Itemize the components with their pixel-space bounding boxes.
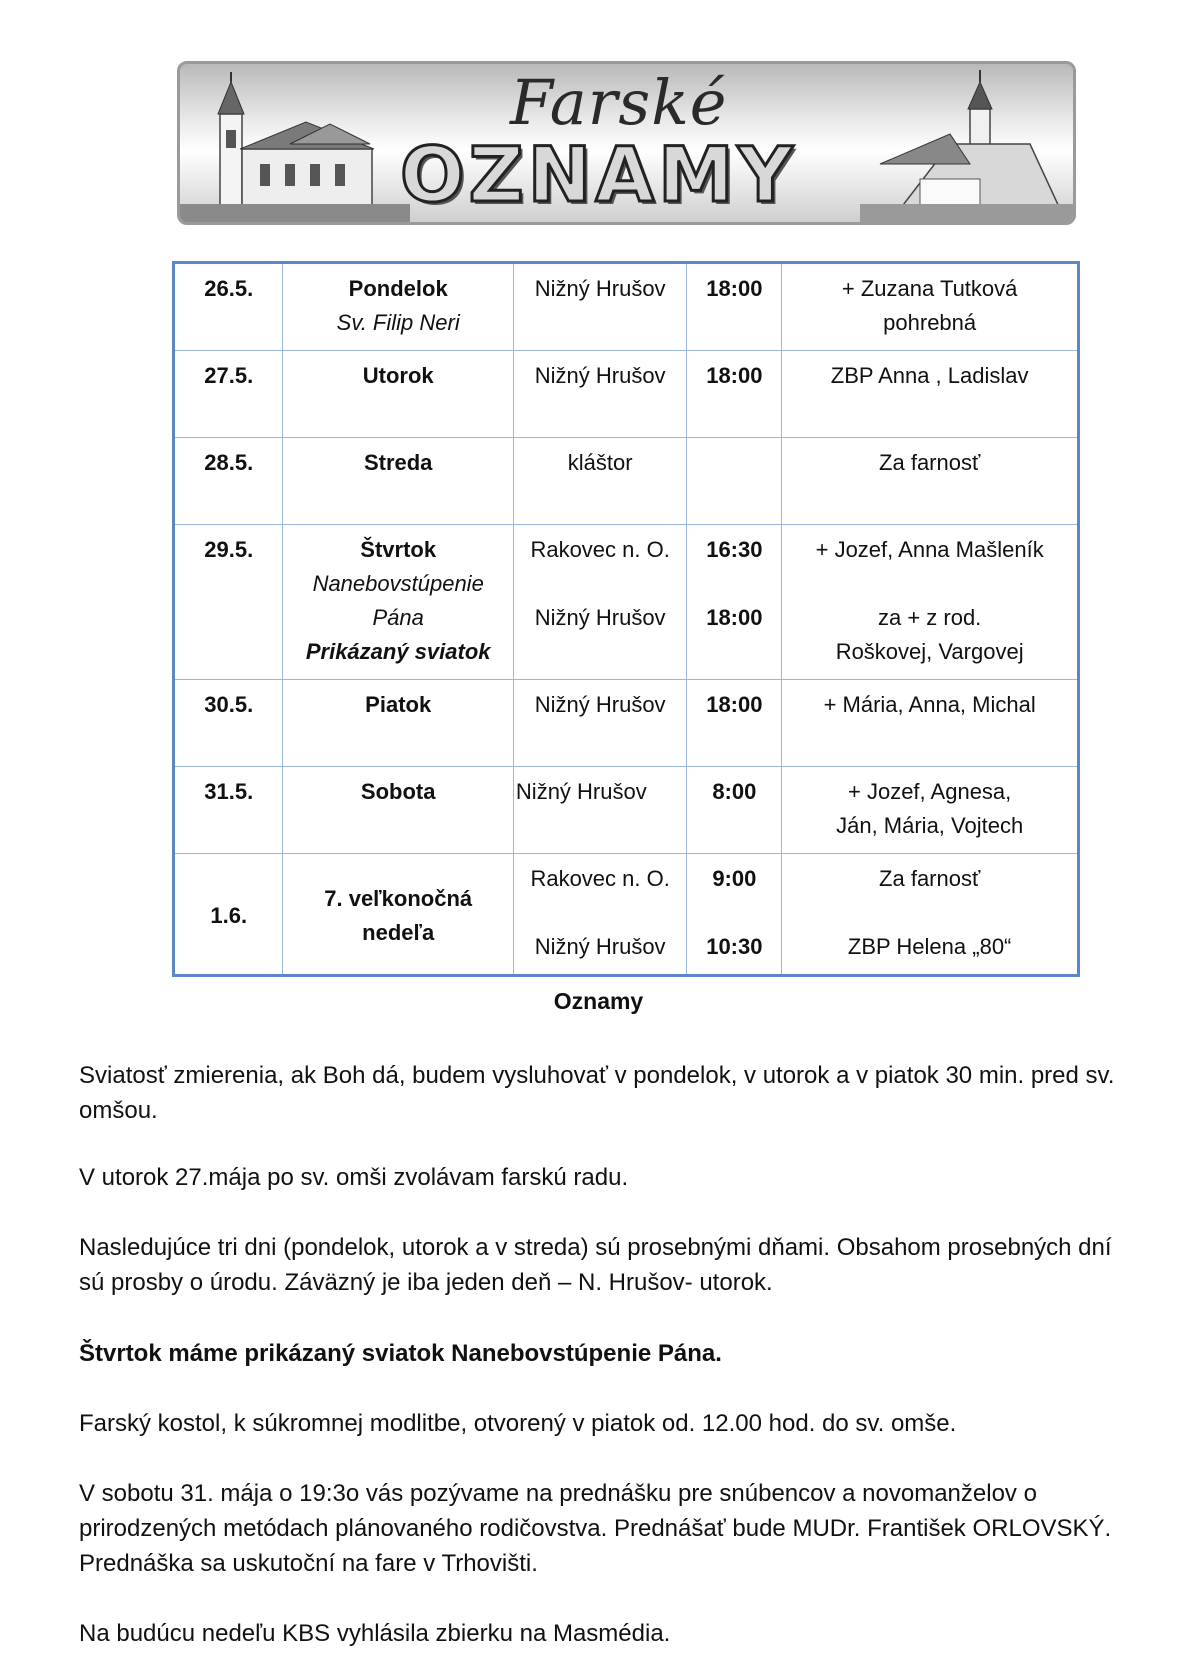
time-cell: 18:00 [687, 263, 782, 351]
time-cell [687, 854, 782, 976]
place-text: Nižný Hrušov [534, 934, 666, 959]
day-name: Štvrtok [360, 537, 437, 562]
intention-cell: ZBP Anna , Ladislav [782, 351, 1079, 438]
day-cell [283, 525, 513, 680]
time-text: 9:00 [712, 866, 757, 891]
time-cell: 18:00 [687, 680, 782, 767]
feast-name: Nanebovstúpenie [312, 571, 484, 596]
announcement-paragraph: V sobotu 31. mája o 19:3o vás pozývame na prednášku pre snúbencov a novomanželov o prirodzených metódach plánovaného rodičovstva. Prednášať bude MUDr. František ORLOVSKÝ. Prednáška sa uskutoční na fare v Trhovišti. [79, 1480, 1112, 1577]
day-name: Sobota [283, 767, 513, 854]
table-row [174, 680, 1079, 767]
place-cell: Nižný Hrušov [513, 351, 686, 438]
banner-title-oznamy: OZNAMY [400, 130, 797, 219]
announcement-paragraph: V utorok 27.mája po sv. omši zvolávam farskú radu. [79, 1164, 629, 1191]
table-row [174, 525, 1079, 680]
intention-cell [782, 263, 1079, 351]
place-text: Rakovec n. O. [530, 866, 670, 891]
feast-name: Pána [372, 605, 424, 630]
day-cell [283, 263, 513, 351]
date-cell: 28.5. [174, 438, 283, 525]
place-cell: Nižný Hrušov [513, 767, 686, 854]
day-name: Pondelok [348, 276, 448, 301]
intention-text: Roškovej, Vargovej [835, 639, 1024, 664]
feast-name: Sv. Filip Neri [336, 310, 460, 335]
mass-schedule-table [172, 261, 1080, 977]
table-row [174, 351, 1079, 438]
day-name: nedeľa [362, 920, 435, 945]
intention-text: Ján, Mária, Vojtech [836, 813, 1024, 838]
banner-title-farske: Farské [510, 66, 728, 139]
time-cell [687, 438, 782, 525]
announcement-paragraph: Sviatosť zmierenia, ak Boh dá, budem vysluhovať v pondelok, v utorok a v piatok 30 min. pred sv. omšou. [79, 1062, 1115, 1124]
date-cell: 1.6. [174, 854, 283, 976]
table-row [174, 854, 1079, 976]
intention-text: za + z rod. [877, 605, 982, 630]
place-cell: Nižný Hrušov [513, 680, 686, 767]
announcement-paragraph: Farský kostol, k súkromnej modlitbe, otvorený v piatok od. 12.00 hod. do sv. omše. [79, 1410, 957, 1437]
time-cell: 8:00 [687, 767, 782, 854]
place-cell [513, 854, 686, 976]
intention-cell: + Mária, Anna, Michal [782, 680, 1079, 767]
announcement-paragraph: Štvrtok máme prikázaný sviatok Nanebovstúpenie Pána. [79, 1340, 722, 1367]
place-cell [513, 525, 686, 680]
place-cell: Nižný Hrušov [513, 263, 686, 351]
time-text: 18:00 [706, 605, 763, 630]
date-cell: 31.5. [174, 767, 283, 854]
table-row [174, 438, 1079, 525]
date-cell: 30.5. [174, 680, 283, 767]
intention-cell [782, 767, 1079, 854]
header-banner [177, 61, 1076, 225]
intention-text: + Jozef, Anna Mašleník [815, 537, 1044, 562]
day-name: Piatok [283, 680, 513, 767]
date-cell: 26.5. [174, 263, 283, 351]
announcements-heading: Oznamy [553, 988, 644, 1014]
intention-text: Za farnosť [879, 866, 981, 891]
intention-text: ZBP Helena „80“ [847, 934, 1012, 959]
announcement-paragraph: Na budúcu nedeľu KBS vyhlásila zbierku na Masmédia. [79, 1620, 671, 1647]
holy-day-note: Prikázaný sviatok [305, 639, 491, 664]
time-text: 10:30 [706, 934, 763, 959]
place-text: Rakovec n. O. [530, 537, 670, 562]
intention-cell: Za farnosť [782, 438, 1079, 525]
date-cell: 27.5. [174, 351, 283, 438]
day-name: Utorok [283, 351, 513, 438]
intention-cell [782, 525, 1079, 680]
intention-text: + Jozef, Agnesa, [848, 779, 1012, 804]
day-name: Streda [283, 438, 513, 525]
date-cell: 29.5. [174, 525, 283, 680]
announcement-paragraph: Nasledujúce tri dni (pondelok, utorok a v streda) sú prosebnými dňami. Obsahom prosebných dní sú prosby o úrodu. Záväzný je iba jeden deň – N. Hrušov- utorok. [79, 1234, 1112, 1296]
place-cell: kláštor [513, 438, 686, 525]
time-cell: 18:00 [687, 351, 782, 438]
intention-text: pohrebná [883, 310, 977, 335]
table-row [174, 263, 1079, 351]
time-text: 16:30 [706, 537, 763, 562]
day-name: 7. veľkonočná [324, 886, 473, 911]
time-cell [687, 525, 782, 680]
day-cell [283, 854, 513, 976]
intention-cell [782, 854, 1079, 976]
place-text: Nižný Hrušov [534, 605, 666, 630]
table-row [174, 767, 1079, 854]
intention-text: + Zuzana Tutková [841, 276, 1018, 301]
